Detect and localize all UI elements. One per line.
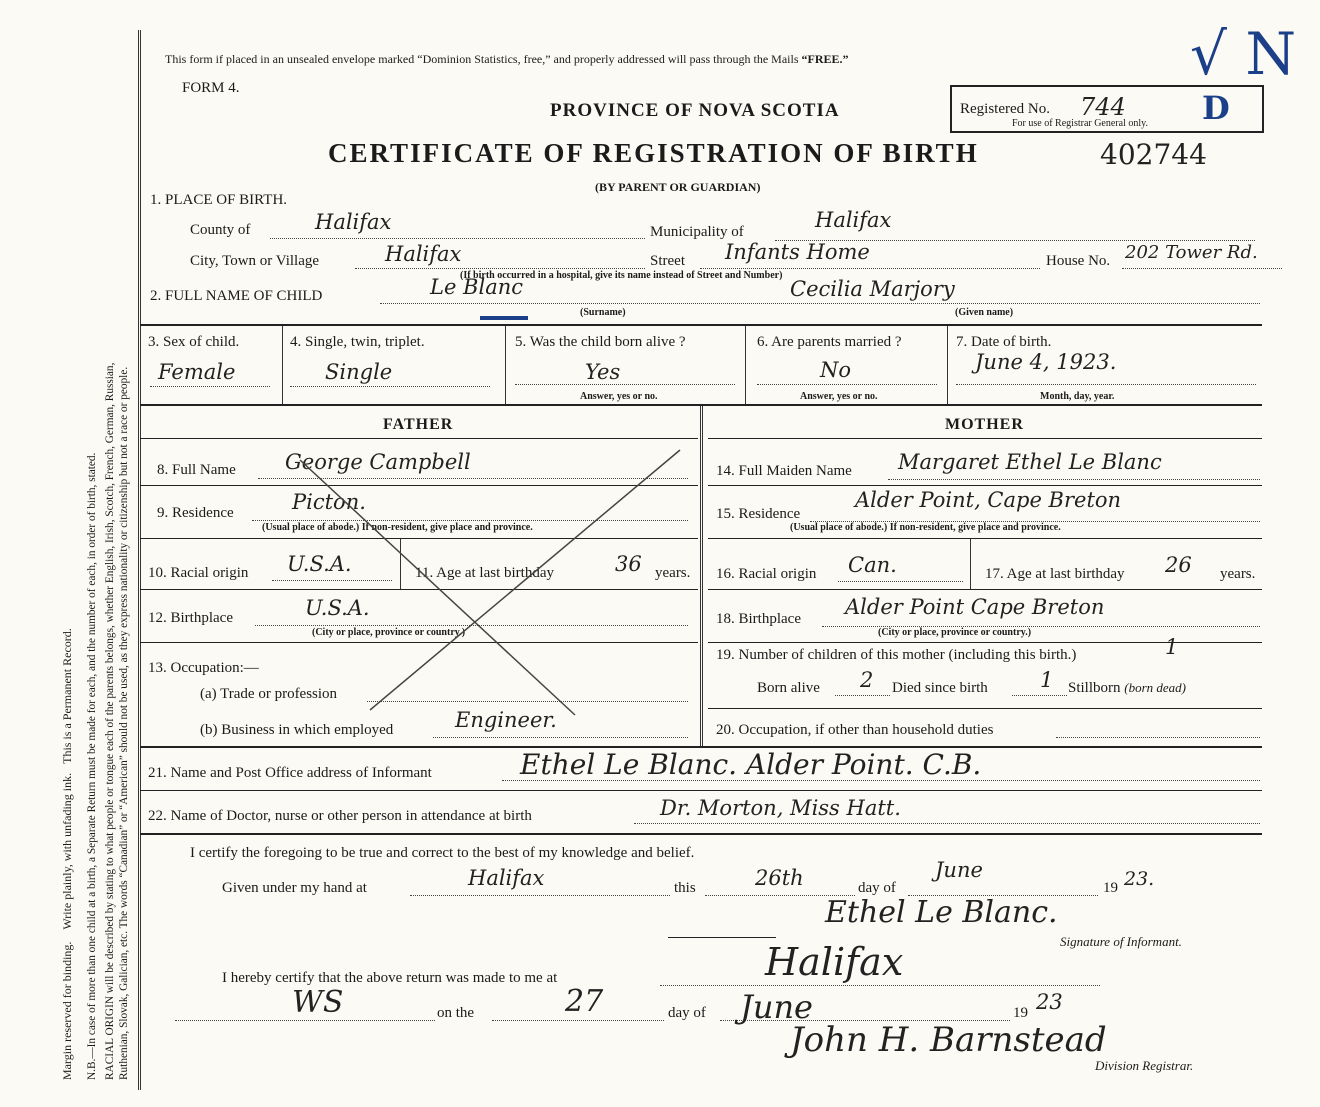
return-year-prefix: 19 bbox=[1013, 1005, 1028, 1021]
registrar-use-note: For use of Registrar General only. bbox=[1012, 118, 1148, 129]
this-day: 26th bbox=[755, 866, 804, 890]
county-line bbox=[270, 238, 645, 239]
registrar-label: Division Registrar. bbox=[1095, 1058, 1194, 1073]
father-trade-label: (a) Trade or profession bbox=[200, 686, 338, 702]
place-of-birth-heading: 1. PLACE OF BIRTH. bbox=[150, 192, 288, 208]
certificate-title: CERTIFICATE OF REGISTRATION OF BIRTH bbox=[328, 138, 979, 168]
doctor-label: 22. Name of Doctor, nurse or other person in attendance at birth bbox=[148, 808, 532, 824]
given-name-note: (Given name) bbox=[955, 307, 1014, 318]
mother-racial-label: 16. Racial origin bbox=[716, 566, 817, 582]
day-of-label: day of bbox=[858, 880, 896, 896]
municipality-label: Municipality of bbox=[650, 224, 744, 240]
registered-mark: D bbox=[1202, 89, 1230, 127]
margin-racial-note-1: RACIAL ORIGIN will be described by stating to what people or tongue each of the parents belongs, whether English, Irish, Scotch, French, German, Russian, bbox=[104, 362, 116, 1080]
mother-racial-value: Can. bbox=[848, 553, 897, 577]
father-business-label: (b) Business in which employed bbox=[200, 722, 394, 738]
informant-value: Ethel Le Blanc. Alder Point. C.B. bbox=[520, 748, 982, 781]
year: 23. bbox=[1124, 868, 1155, 890]
mail-notice: This form if placed in an unsealed envelope marked “Dominion Statistics, free,” and properly addressed will pass through the Mails “FREE.” bbox=[165, 52, 849, 66]
mother-name-label: 14. Full Maiden Name bbox=[716, 463, 852, 479]
child-name-label: 2. FULL NAME OF CHILD bbox=[150, 288, 323, 304]
mother-residence-note: (Usual place of abode.) If non-resident, give place and province. bbox=[790, 522, 1061, 533]
mother-name-value: Margaret Ethel Le Blanc bbox=[898, 450, 1162, 474]
married-value: No bbox=[820, 358, 852, 382]
father-racial-label: 10. Racial origin bbox=[148, 565, 249, 581]
given-place: Halifax bbox=[468, 866, 545, 890]
certify-statement: I certify the foregoing to be true and correct to the best of my knowledge and belief. bbox=[190, 845, 695, 861]
father-birthplace-label: 12. Birthplace bbox=[148, 610, 233, 626]
stillborn-label: Stillborn (born dead) bbox=[1068, 680, 1187, 696]
father-age-label: 11. Age at last birthday bbox=[415, 565, 554, 581]
form-number: FORM 4. bbox=[182, 80, 240, 96]
doctor-value: Dr. Morton, Miss Hatt. bbox=[660, 796, 901, 820]
father-residence-note: (Usual place of abode.) If non-resident, give place and province. bbox=[262, 522, 533, 533]
county-label: County of bbox=[190, 222, 251, 238]
father-crossout-mark bbox=[140, 440, 700, 740]
mother-heading: MOTHER bbox=[945, 416, 1024, 433]
mother-birthplace-value: Alder Point Cape Breton bbox=[845, 595, 1105, 619]
father-name-label: 8. Full Name bbox=[157, 462, 236, 478]
province-heading: PROVINCE OF NOVA SCOTIA bbox=[550, 100, 840, 121]
informant-signature: Ethel Le Blanc. bbox=[825, 895, 1058, 930]
mother-children-label: 19. Number of children of this mother (including this birth.) bbox=[716, 647, 1077, 663]
father-occupation-label: 13. Occupation:— bbox=[148, 660, 259, 676]
mother-age-value: 26 bbox=[1165, 553, 1192, 577]
mother-occupation-label: 20. Occupation, if other than household duties bbox=[716, 722, 994, 738]
on-the-label: on the bbox=[437, 1005, 475, 1021]
father-residence-label: 9. Residence bbox=[157, 505, 234, 521]
return-label: I hereby certify that the above return was made to me at bbox=[222, 970, 558, 986]
margin-racial-note-2: Ruthenian, Slovak, Galician, etc. The words “Canadian” or “American” should not be used, as they express nationality or citizenship but not a race or people. bbox=[118, 366, 130, 1080]
alive-label: 5. Was the child born alive ? bbox=[515, 334, 686, 350]
street-line bbox=[700, 268, 1040, 269]
father-residence-value: Picton. bbox=[292, 490, 366, 514]
died-label: Died since birth bbox=[892, 680, 988, 696]
father-business-value: Engineer. bbox=[455, 708, 557, 732]
house-value: 202 Tower Rd. bbox=[1125, 242, 1258, 263]
parents-divider bbox=[700, 406, 703, 746]
check-mark: √ N bbox=[1190, 20, 1297, 88]
child-surname-value: Le Blanc bbox=[430, 275, 524, 299]
on-day: 27 bbox=[565, 984, 604, 1019]
died-value: 1 bbox=[1040, 668, 1054, 692]
mother-age-label: 17. Age at last birthday bbox=[985, 566, 1125, 582]
informant-label: 21. Name and Post Office address of Informant bbox=[148, 765, 432, 781]
father-birthplace-value: U.S.A. bbox=[305, 596, 370, 620]
city-label: City, Town or Village bbox=[190, 253, 320, 269]
father-birthplace-note: (City or place, province or country.) bbox=[312, 627, 466, 638]
registered-number-box bbox=[950, 85, 1264, 133]
child-given-value: Cecilia Marjory bbox=[790, 277, 955, 301]
single-value: Single bbox=[325, 360, 393, 384]
mother-residence-value: Alder Point, Cape Breton bbox=[855, 488, 1122, 512]
alive-value: Yes bbox=[585, 360, 621, 384]
certificate-subtitle: (BY PARENT OR GUARDIAN) bbox=[595, 180, 761, 194]
sex-label: 3. Sex of child. bbox=[148, 334, 240, 350]
house-line bbox=[1122, 268, 1282, 269]
street-label: Street bbox=[650, 253, 685, 269]
city-value: Halifax bbox=[385, 242, 462, 266]
registrar-signature: John H. Barnstead bbox=[790, 1020, 1107, 1060]
registered-label: Registered No. bbox=[960, 101, 1050, 117]
married-label: 6. Are parents married ? bbox=[757, 334, 902, 350]
return-place: Halifax bbox=[765, 940, 904, 984]
city-line bbox=[355, 268, 645, 269]
hospital-note: (If birth occurred in a hospital, give its name instead of Street and Number) bbox=[460, 270, 783, 281]
surname-note: (Surname) bbox=[580, 307, 626, 318]
father-name-value: George Campbell bbox=[285, 450, 471, 474]
margin-binding-note: Margin reserved for binding. Write plainly, with unfading ink. This is a Permanent Record. bbox=[60, 628, 74, 1080]
day-of-label-2: day of bbox=[668, 1005, 706, 1021]
county-value: Halifax bbox=[315, 210, 392, 234]
married-note: Answer, yes or no. bbox=[800, 391, 878, 402]
alive-note: Answer, yes or no. bbox=[580, 391, 658, 402]
mother-age-unit: years. bbox=[1220, 566, 1256, 582]
father-age-unit: years. bbox=[655, 565, 691, 581]
born-alive-value: 2 bbox=[860, 668, 874, 692]
this-label: this bbox=[674, 880, 696, 896]
date-note: Month, day, year. bbox=[1040, 391, 1115, 402]
mother-birthplace-note: (City or place, province or country.) bbox=[878, 627, 1032, 638]
registered-value: 744 bbox=[1080, 93, 1126, 121]
year-prefix: 19 bbox=[1103, 880, 1118, 896]
row-rule-3 bbox=[140, 324, 1262, 326]
municipality-value: Halifax bbox=[815, 208, 892, 232]
mother-residence-label: 15. Residence bbox=[716, 506, 801, 522]
date-value: June 4, 1923. bbox=[975, 350, 1117, 374]
born-alive-label: Born alive bbox=[757, 680, 820, 696]
return-initials: WS bbox=[292, 985, 344, 1020]
father-heading: FATHER bbox=[383, 416, 454, 433]
certificate-number: 402744 bbox=[1100, 138, 1207, 171]
street-value: Infants Home bbox=[725, 240, 870, 264]
return-month: June bbox=[740, 988, 813, 1026]
month: June bbox=[935, 858, 983, 882]
father-racial-value: U.S.A. bbox=[287, 552, 352, 576]
informant-signature-label: Signature of Informant. bbox=[1060, 934, 1182, 949]
date-label: 7. Date of birth. bbox=[956, 334, 1052, 350]
return-year: 23 bbox=[1036, 990, 1063, 1014]
ink-mark bbox=[480, 316, 528, 320]
mother-children-value: 1 bbox=[1165, 635, 1179, 659]
house-label: House No. bbox=[1046, 253, 1111, 269]
mother-birthplace-label: 18. Birthplace bbox=[716, 611, 801, 627]
father-age-value: 36 bbox=[615, 552, 642, 576]
child-name-line bbox=[380, 303, 1260, 304]
given-label: Given under my hand at bbox=[222, 880, 367, 896]
margin-nb-note: N.B.—In case of more than one child at a birth, a Separate Return must be made for each, and the number of each, in order of birth, stated. bbox=[86, 452, 98, 1080]
single-label: 4. Single, twin, triplet. bbox=[290, 334, 425, 350]
sex-value: Female bbox=[158, 360, 236, 384]
